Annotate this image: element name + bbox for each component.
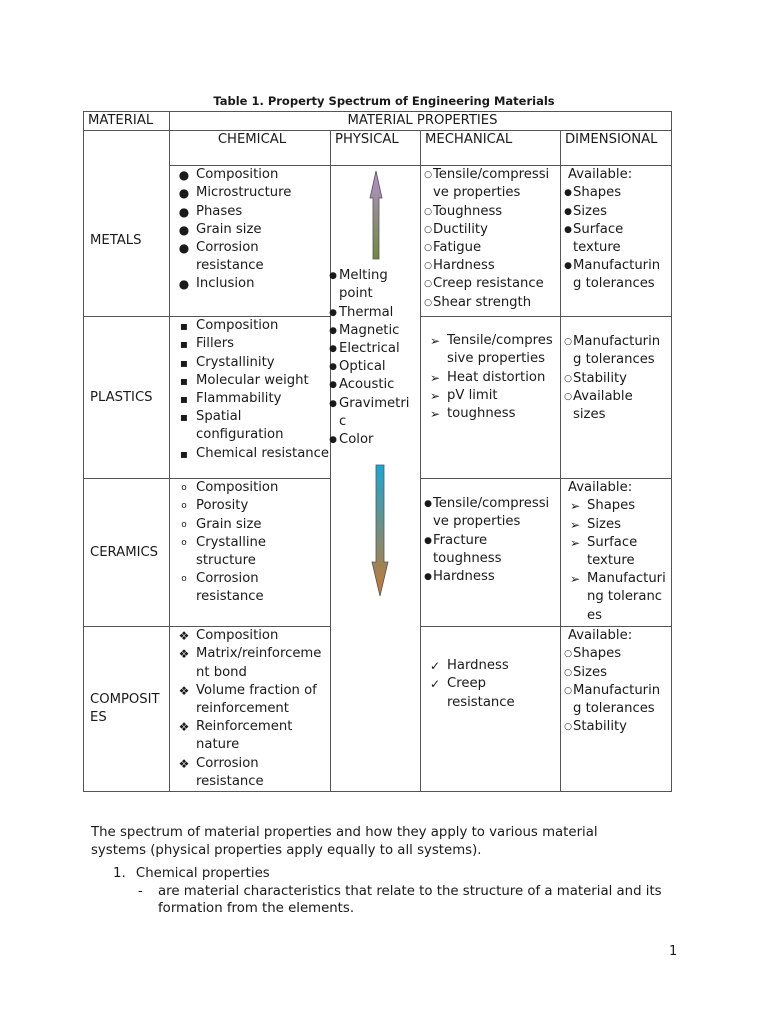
list-item: ❖ Matrix/reinforcement bond [174,645,330,681]
list-item: ● Color [331,431,419,449]
mechanical-list [425,166,560,312]
header-blank [84,131,170,166]
list-item: o Corrosion resistance [174,570,330,606]
list-item: ✓ Creep resistance [425,675,560,711]
list-item: ▪ Composition [174,317,330,335]
list-item: ○ Stability [565,370,671,388]
list-item: ▪ Spatial configuration [174,408,330,444]
checkmark-icon: ✓ [429,659,441,674]
diamond-bullet-icon: ❖ [178,756,190,771]
bullet-icon: ● [564,206,572,217]
hollow-bullet-icon: o [181,574,187,585]
available-label: Available: [568,628,633,644]
chemical-composites [170,627,331,792]
list-item: ➢ pV limit [425,387,560,405]
chemical-plastics [170,317,331,479]
list-item: ● Sizes [565,203,671,221]
bullet-icon: ● [424,572,432,583]
list-item: ● Gravimetric [329,395,410,429]
header-physical: PHYSICAL [331,131,421,166]
bullet-icon: ● [329,344,337,355]
list-item: ✓ Hardness [425,657,560,675]
list-item: ○ Shear strength [425,294,560,312]
list-item: ● Fracture toughness [424,532,502,566]
dimensional-list [565,184,671,293]
square-bullet-icon: ▪ [179,319,189,334]
arrowhead-bullet-icon: ➢ [569,572,581,587]
list-item: ➢ Surface texture [565,534,671,570]
list-item: ● Corrosion resistance [174,239,330,275]
checkmark-icon: ✓ [429,677,441,692]
material-plastics: PLASTICS [84,317,170,479]
list-item: ● Hardness [425,568,560,586]
arrowhead-bullet-icon: ➢ [429,370,441,385]
list-item: ▪ Molecular weight [174,372,330,390]
list-item: ▪ Fillers [174,335,330,353]
dimensional-list [565,497,671,624]
chemical-list [174,627,330,791]
list-item: ● Inclusion [174,275,330,293]
list-item: o Porosity [174,497,330,515]
list-item: ● Magnetic [331,322,419,340]
bullet-icon: ● [564,224,572,235]
list-item: ● Composition [174,166,330,184]
list-item: ○ Manufacturing tolerances [564,682,661,717]
list-item [113,865,673,883]
square-bullet-icon: ▪ [179,373,189,388]
mechanical-plastics [421,317,561,479]
dimensional-composites [561,627,672,792]
list-item: ● Melting point [329,268,388,302]
hollow-bullet-icon: ○ [564,649,572,660]
mechanical-ceramics [421,479,561,627]
list-item: ○ Available sizes [564,388,633,423]
hollow-bullet-icon: ○ [424,170,432,181]
available-label: Available: [568,480,633,496]
bullet-icon: ● [564,261,572,272]
mechanical-composites [421,627,561,792]
arrow-down-icon [371,464,389,598]
bullet-icon: ● [178,186,190,201]
mechanical-list [425,495,560,586]
list-item: ○ Sizes [565,664,671,682]
hollow-bullet-icon: o [181,483,187,494]
list-item: ● Grain size [174,221,330,239]
hollow-bullet-icon: ○ [564,685,572,696]
list-item: ❖ Composition [174,627,330,645]
list-item: ○ Ductility [425,221,560,239]
list-item-label: Chemical properties [135,866,270,881]
arrowhead-bullet-icon: ➢ [429,334,441,349]
chemical-list [174,479,330,606]
hollow-bullet-icon: ○ [424,243,432,254]
list-item: o Grain size [174,516,330,534]
bullet-icon: ● [424,535,432,546]
sub-list-item [113,883,673,918]
bullet-icon: ● [178,277,190,292]
arrowhead-bullet-icon: ➢ [569,517,581,532]
list-item: ○ Fatigue [425,239,560,257]
table-caption: Table 1. Property Spectrum of Engineering Materials [213,94,555,108]
header-dimensional: DIMENSIONAL [561,131,672,166]
list-item: ❖ Reinforcement nature [174,718,330,754]
bullet-icon: ● [178,204,190,219]
mechanical-list [425,657,560,712]
chemical-metals [170,166,331,317]
hollow-bullet-icon: ○ [424,279,432,290]
list-item: ➢ toughness [425,405,560,423]
mechanical-list [425,332,560,423]
square-bullet-icon: ▪ [179,355,189,370]
chemical-ceramics [170,479,331,627]
mechanical-metals [421,166,561,317]
hollow-bullet-icon: o [181,519,187,530]
bullet-icon: ● [564,188,572,199]
bullet-icon: ● [329,380,337,391]
bullet-icon: ● [329,271,337,282]
dimensional-list [565,645,671,736]
hollow-bullet-icon: ○ [564,391,572,402]
diamond-bullet-icon: ❖ [178,647,190,662]
list-item: ▪ Chemical resistance [174,445,330,463]
bullet-icon: ● [329,325,337,336]
hollow-bullet-icon: ○ [564,722,572,733]
list-item: ● Shapes [565,184,671,202]
bullet-icon: ● [178,168,190,183]
list-item: ● Acoustic [331,376,419,394]
arrowhead-bullet-icon: ➢ [429,407,441,421]
list-item: o Crystalline structure [174,534,330,570]
hollow-bullet-icon: ○ [424,297,432,308]
list-item: ➢ Heat distortion [425,369,560,387]
hollow-bullet-icon: ○ [564,373,572,384]
dimensional-list [565,333,671,424]
bullet-icon: ● [329,398,337,409]
list-item: ➢ Tensile/compressive properties [425,332,560,368]
list-item: ▪ Flammability [174,390,330,408]
material-metals: METALS [84,166,170,317]
hollow-bullet-icon: ○ [424,261,432,272]
page-number: 1 [669,944,678,959]
dimensional-plastics [561,317,672,479]
hollow-bullet-icon: ○ [564,337,572,348]
list-item: ○ Toughness [425,203,560,221]
numbered-list [113,865,673,918]
material-composites: COMPOSITES [84,627,170,792]
diamond-bullet-icon: ❖ [178,720,190,735]
header-mechanical: MECHANICAL [421,131,561,166]
list-item: ❖ Corrosion resistance [174,755,330,791]
bullet-icon: ● [329,307,337,318]
diamond-bullet-icon: ❖ [178,683,190,698]
list-item: ➢ Manufacturing tolerances [565,570,671,625]
header-chemical: CHEMICAL [170,131,331,166]
list-item: o Composition [174,479,330,497]
arrow-up-icon [369,170,383,260]
arrowhead-bullet-icon: ➢ [569,499,581,514]
hollow-bullet-icon: ○ [424,206,432,217]
list-item: ● Thermal [331,304,419,322]
bullet-icon: ● [329,362,337,373]
physical-list [331,267,419,449]
list-item: ▪ Crystallinity [174,354,330,372]
available-label: Available: [568,167,633,183]
dimensional-metals [561,166,672,317]
hollow-bullet-icon: ○ [564,667,572,678]
arrowhead-bullet-icon: ➢ [429,388,441,403]
list-item: ○ Hardness [425,257,560,275]
list-item: ● Microstructure [174,184,330,202]
property-spectrum-table [83,111,672,792]
bullet-icon: ● [178,241,190,256]
physical-column [331,166,421,792]
dimensional-ceramics [561,479,672,627]
list-item: ➢ Shapes [565,497,671,515]
list-item: ● Tensile/compressive properties [424,496,550,530]
hollow-bullet-icon: o [181,537,187,548]
hollow-bullet-icon: o [181,501,187,512]
list-item: ● Phases [174,203,330,221]
list-item: ● Optical [331,358,419,376]
list-item: ○ Tensile/compressive properties [424,167,550,201]
square-bullet-icon: ▪ [179,446,189,461]
header-material-properties: MATERIAL PROPERTIES [170,112,672,131]
list-item: ● Electrical [331,340,419,358]
list-item: ➢ Sizes [565,516,671,534]
arrowhead-bullet-icon: ➢ [569,535,581,550]
diamond-bullet-icon: ❖ [178,629,190,644]
square-bullet-icon: ▪ [179,337,189,352]
list-item: ○ Creep resistance [425,275,560,293]
list-item: ● Surface texture [564,221,624,256]
bullet-icon: ● [329,435,337,446]
chemical-list [174,166,330,293]
header-material: MATERIAL [84,112,170,131]
chemical-list [174,317,330,463]
material-ceramics: CERAMICS [84,479,170,627]
list-item: ○ Manufacturing tolerances [564,334,661,368]
dash-bullet: - [138,883,143,899]
list-item: ○ Stability [565,718,671,736]
square-bullet-icon: ▪ [179,410,189,425]
list-item: ❖ Volume fraction of reinforcement [174,682,330,718]
hollow-bullet-icon: ○ [424,224,432,235]
sub-list-text: are material characteristics that relate to the structure of a material and its formation from the elements. [158,883,662,916]
list-item: ○ Shapes [565,645,671,663]
bullet-icon: ● [424,499,432,510]
list-number: 1. [113,866,126,881]
square-bullet-icon: ▪ [179,392,189,407]
bullet-icon: ● [178,222,190,237]
body-paragraph: The spectrum of material properties and how they apply to various material systems (physical properties apply equally to all systems). [91,825,598,858]
list-item: ● Manufacturing tolerances [564,258,661,292]
